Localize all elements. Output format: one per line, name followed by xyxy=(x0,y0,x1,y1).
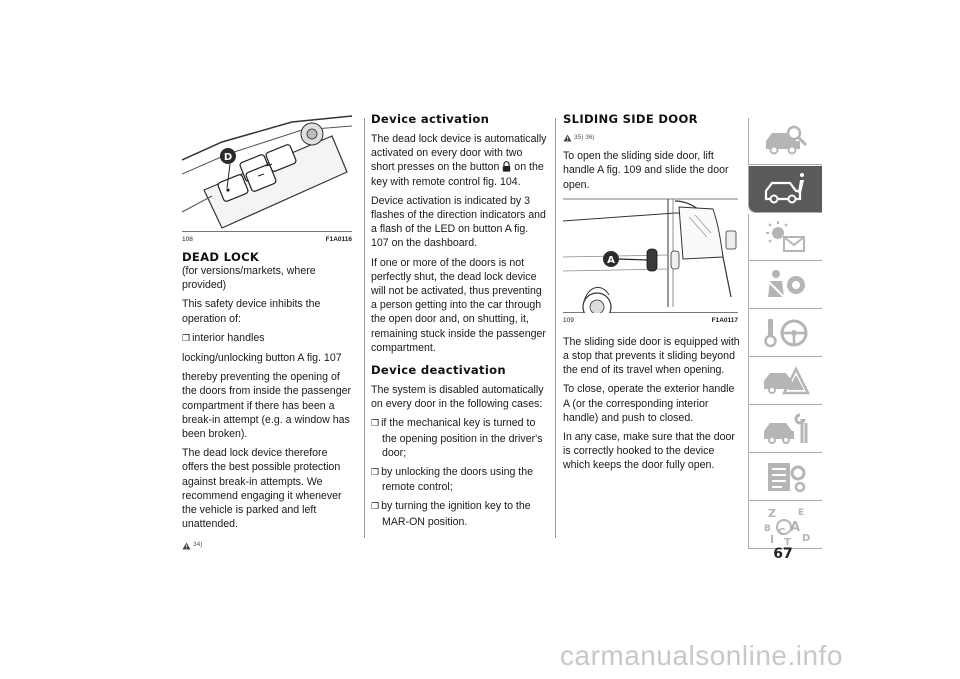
warning-triangle-icon xyxy=(563,134,572,142)
column-dead-lock xyxy=(182,112,352,557)
car-search-icon xyxy=(762,123,810,159)
page-number: 67 xyxy=(773,546,793,562)
list-item: ❒ by turning the ignition key to the MAR-ON position. xyxy=(371,500,531,528)
figure-number: 108 xyxy=(182,236,193,243)
svg-text:I: I xyxy=(769,533,774,545)
sliding-door-paragraph: In any case, make sure that the door is correctly hooked to the device which keeps the door fully open. xyxy=(563,431,735,472)
sliding-door-paragraph: The sliding side door is equipped with a stop that prevents it sliding beyond the end of its travel when opening. xyxy=(563,335,740,377)
tab-starting-driving[interactable] xyxy=(748,310,822,357)
bullet-box-icon: ❒ xyxy=(182,333,191,344)
starting-driving-icon xyxy=(762,315,810,351)
svg-text:B: B xyxy=(763,524,771,534)
activation-paragraph: If one or more of the doors is not perfectly shut, the dead lock device will not be activated, thus preventing a person getting into the car through the open door and, on shutting, it, remaining stuck inside the passenger compartment. xyxy=(371,256,546,354)
column-divider-1 xyxy=(364,118,365,538)
tab-getting-to-know-vehicle[interactable] xyxy=(748,118,822,165)
svg-text:D: D xyxy=(801,533,810,544)
deactivation-paragraph: The system is disabled automatically on every door in the following cases: xyxy=(371,384,544,411)
svg-text:A: A xyxy=(789,520,800,535)
figure-108-door-buttons xyxy=(182,112,352,232)
sliding-door-open-paragraph: To open the sliding side door, lift handle A fig. 109 and slide the door open. xyxy=(563,150,729,191)
tab-technical-data[interactable] xyxy=(748,454,822,501)
dead-lock-button-ref: locking/unlocking button A fig. 107 xyxy=(182,352,342,365)
emergency-icon xyxy=(762,363,810,399)
chapter-tabs xyxy=(748,118,822,550)
tab-maintenance-care[interactable] xyxy=(748,406,822,453)
sliding-door-paragraph: To close, operate the exterior handle A (or the corresponding interior handle) and push to closed. xyxy=(563,383,735,424)
index-icon xyxy=(760,505,812,545)
dead-lock-intro: This safety device inhibits the operation of: xyxy=(182,298,321,325)
technical-data-icon xyxy=(762,459,810,495)
maintenance-icon xyxy=(762,411,810,447)
figure-callout-a: A xyxy=(607,254,615,266)
van-sliding-door-illustration xyxy=(563,197,738,313)
column-sliding-side-door xyxy=(563,112,741,478)
dead-lock-paragraph: thereby preventing the opening of the doors from inside the passenger compartment if there has been a break-in attempt (e.g. a window has been broken). xyxy=(182,371,352,441)
column-divider-2 xyxy=(555,118,556,538)
figure-number: 109 xyxy=(563,316,574,324)
warning-lights-icon xyxy=(762,219,810,255)
activation-paragraph: Device activation is indicated by 3 flashes of the direction indicators and a flash of the LED on button A fig. 107 on the dashboard. xyxy=(371,194,546,250)
list-item: ❒ interior handles xyxy=(182,331,265,344)
section-title-sliding-side-door: SLIDING SIDE DOOR xyxy=(563,112,698,126)
svg-text:T: T xyxy=(783,537,791,545)
warning-reference: 34) xyxy=(182,538,202,552)
figure-108-caption xyxy=(182,236,352,244)
svg-text:E: E xyxy=(797,508,804,518)
bullet-box-icon: ❒ xyxy=(371,468,380,479)
safety-airbag-icon xyxy=(762,267,810,303)
bullet-box-icon: ❒ xyxy=(371,502,380,513)
bullet-box-icon: ❒ xyxy=(371,419,380,430)
figure-callout-d: D xyxy=(223,152,233,163)
figure-109-sliding-door xyxy=(563,197,738,313)
warning-triangle-icon xyxy=(182,542,191,550)
figure-code: F1A0117 xyxy=(711,316,738,324)
tab-in-an-emergency[interactable] xyxy=(748,358,822,405)
section-title-device-activation: Device activation xyxy=(371,112,490,126)
dead-lock-subtitle: (for versions/markets, where provided) xyxy=(182,265,316,292)
lock-icon xyxy=(502,161,511,172)
tab-safety[interactable] xyxy=(748,262,822,309)
activation-paragraph: The dead lock device is automatically activated on every door with two short presses on the button on the key with remote control fig. 104. xyxy=(371,133,547,188)
svg-text:Z: Z xyxy=(767,507,776,520)
car-info-icon xyxy=(762,171,810,207)
section-title-dead-lock: DEAD LOCK xyxy=(182,250,260,264)
svg-text:C: C xyxy=(777,527,785,538)
figure-109-caption xyxy=(563,317,738,325)
dead-lock-paragraph: The dead lock device therefore offers the best possible protection against break-in attempts. We recommend engaging it whenever the vehicle is parked and left unattended. xyxy=(182,447,342,531)
door-lock-button-illustration xyxy=(182,112,352,232)
tab-index[interactable] xyxy=(748,502,822,549)
column-device-activation xyxy=(371,112,547,534)
list-item: ❒ by unlocking the doors using the remote control; xyxy=(371,466,534,494)
figure-code: F1A0116 xyxy=(325,236,352,243)
list-item: ❒ if the mechanical key is turned to the opening position in the driver's door; xyxy=(371,417,543,459)
section-title-device-deactivation: Device deactivation xyxy=(371,363,506,378)
warning-reference: 35) 36) xyxy=(563,131,595,145)
watermark-text: carmanualsonline.info xyxy=(560,640,843,671)
tab-knowing-your-vehicle[interactable] xyxy=(748,166,822,213)
tab-warning-lights[interactable] xyxy=(748,214,822,261)
